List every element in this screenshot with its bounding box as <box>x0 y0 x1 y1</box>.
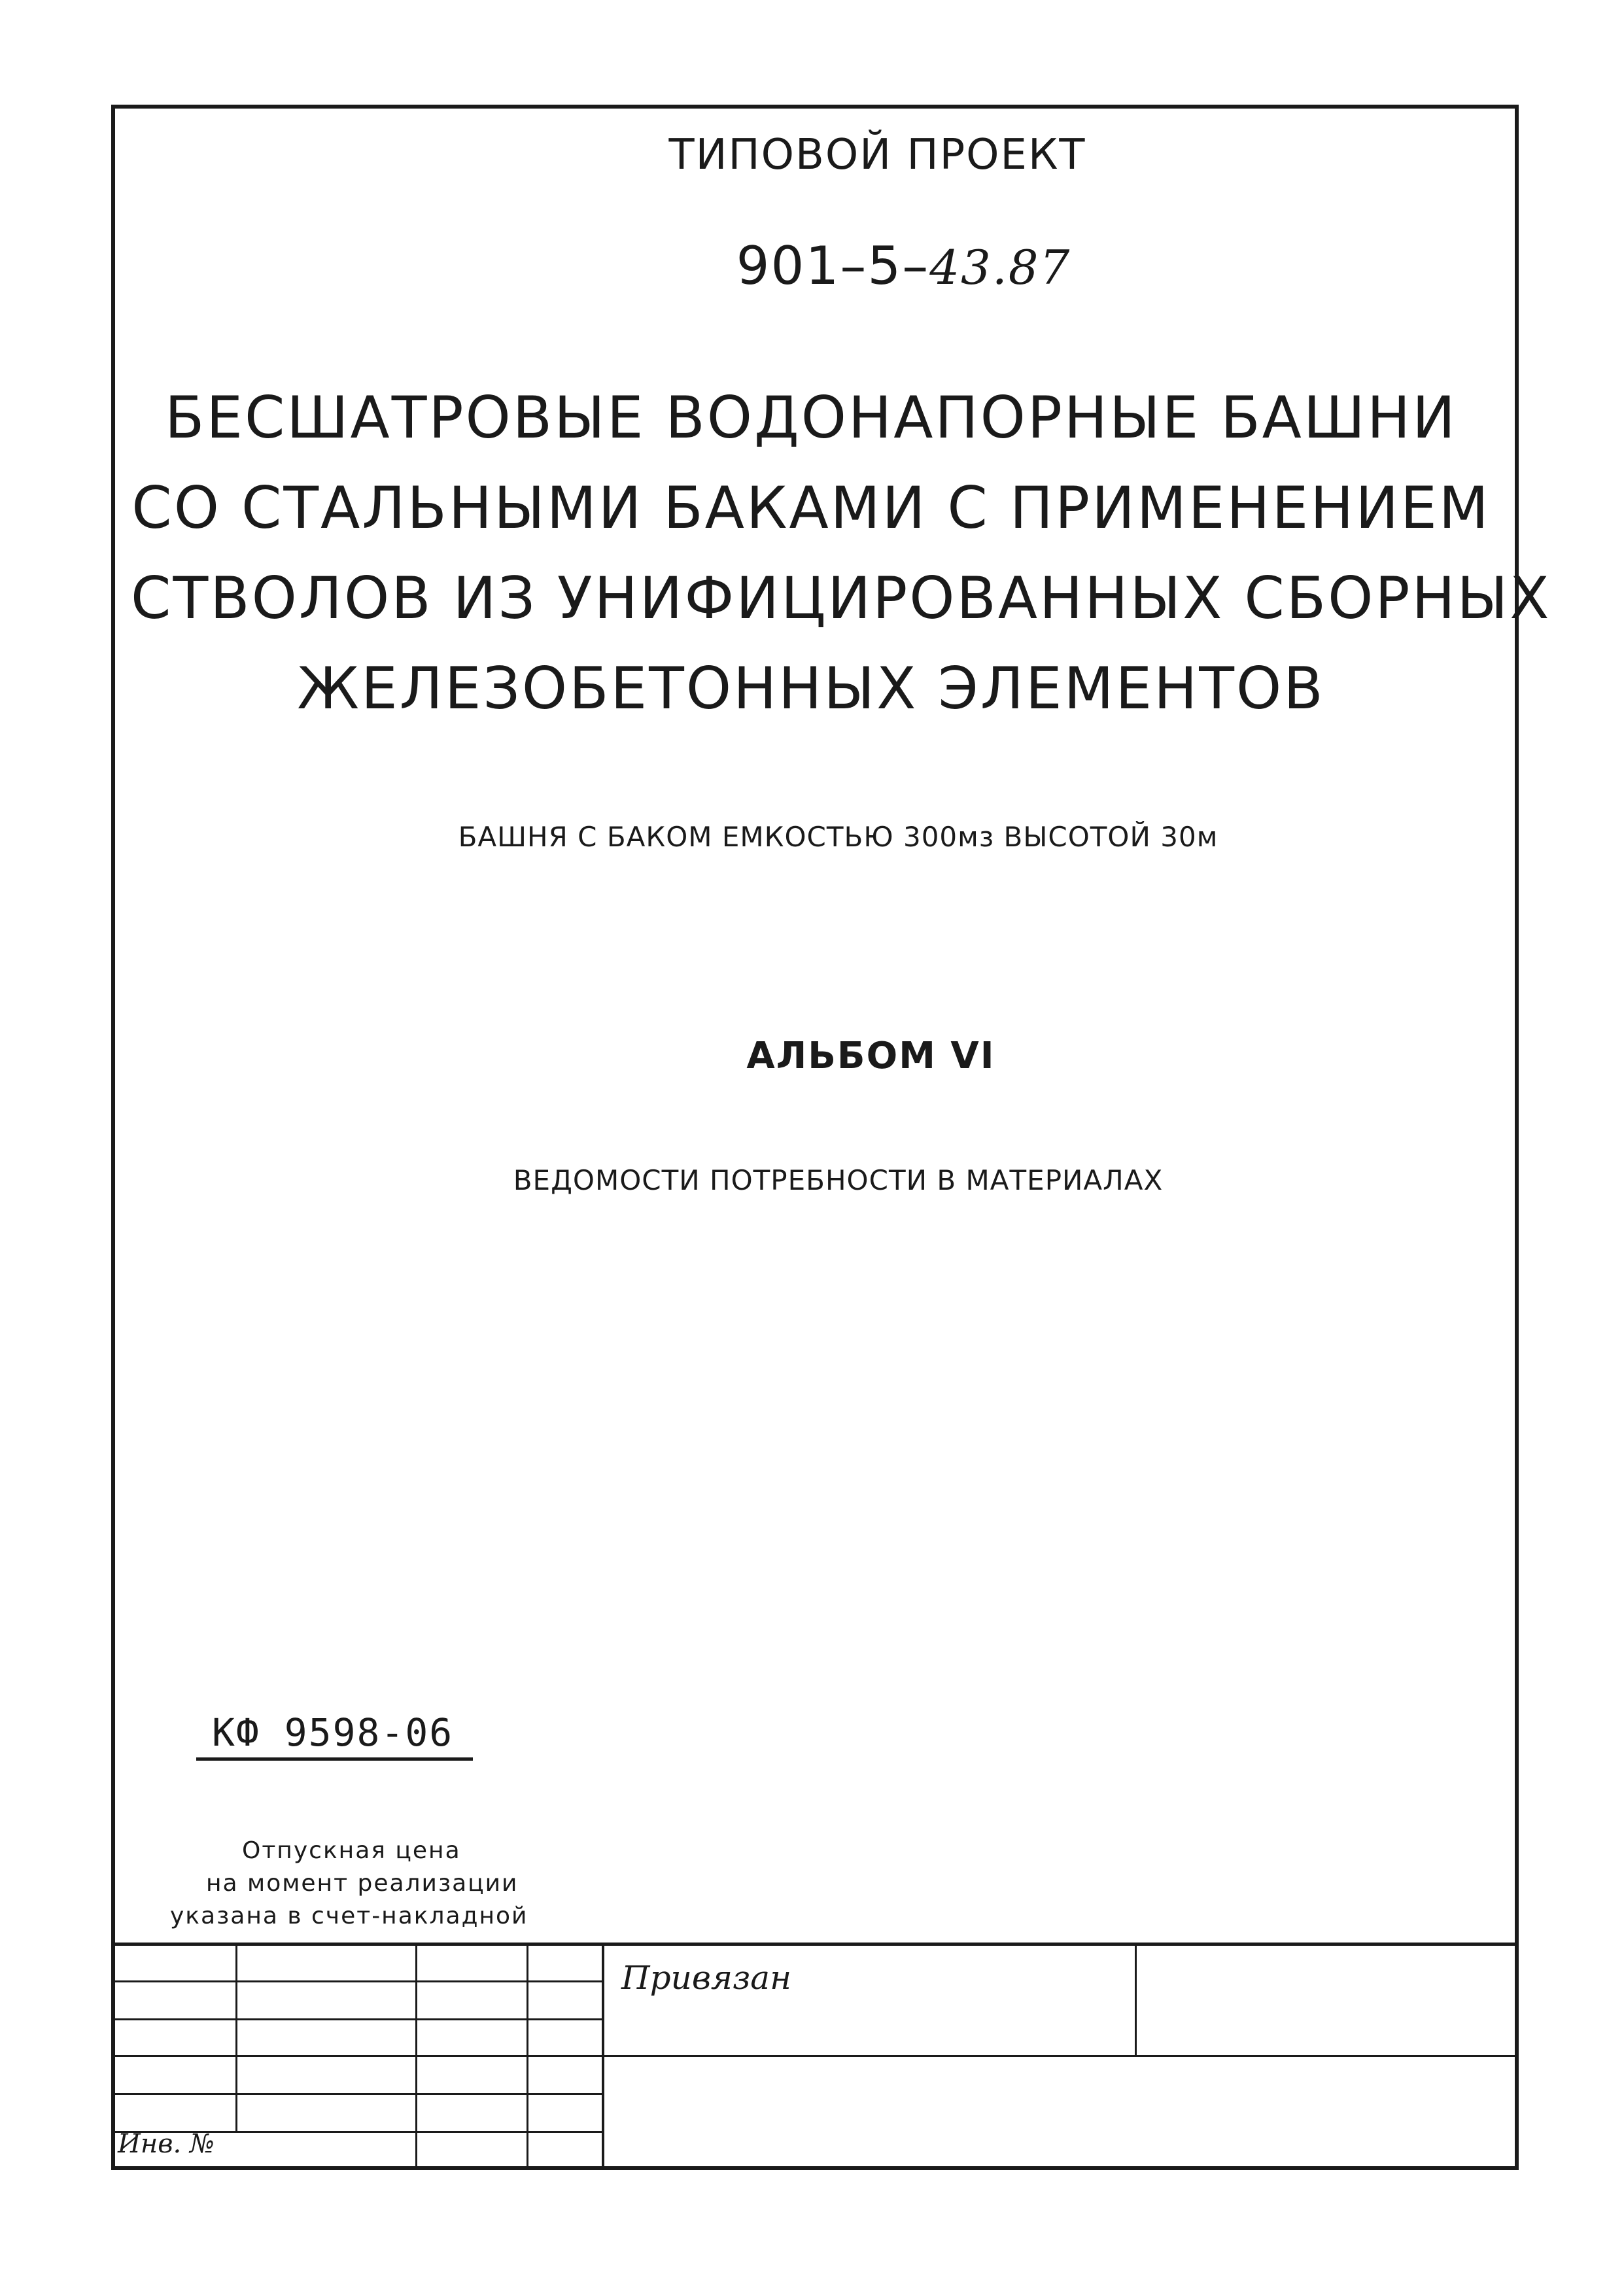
title-line: СО СТАЛЬНЫМИ БАКАМИ С ПРИМЕНЕНИЕМ <box>131 474 1491 542</box>
inventory-label: Инв. № <box>118 2129 215 2159</box>
title-line: БЕСШАТРОВЫЕ ВОДОНАПОРНЫЕ БАШНИ <box>165 384 1457 451</box>
project-number-handwritten: 43.87 <box>929 240 1071 295</box>
price-note-line: указана в счет-накладной <box>170 1903 528 1929</box>
title-line: СТВОЛОВ ИЗ УНИФИЦИРОВАННЫХ СБОРНЫХ <box>131 564 1551 632</box>
album-label: АЛЬБОМ VI <box>746 1035 995 1077</box>
price-note-line: Отпускная цена <box>242 1837 461 1864</box>
document-title <box>131 373 1551 734</box>
price-note <box>131 1835 719 1933</box>
stamp-rule <box>415 1943 417 2170</box>
series-label: ТИПОВОЙ ПРОЕКТ <box>668 131 1086 179</box>
stamp-grid <box>111 1943 1519 2170</box>
bound-label: Привязан <box>621 1959 792 1997</box>
stamp-rule <box>111 1943 1519 1946</box>
stamp-rule <box>602 2055 1519 2057</box>
document-subtitle: БАШНЯ С БАКОМ ЕМКОСТЬЮ 300мз ВЫСОТОЙ 30м <box>458 821 1218 853</box>
stamp-rule <box>602 1943 604 2170</box>
album-contents: ВЕДОМОСТИ ПОТРЕБНОСТИ В МАТЕРИАЛАХ <box>513 1164 1164 1196</box>
project-number <box>92 235 1624 296</box>
project-number-prefix: 901–5– <box>736 235 930 296</box>
price-note-line: на момент реализации <box>206 1870 519 1897</box>
stamp-rule <box>235 1943 237 2131</box>
stamp-rule <box>527 1943 528 2170</box>
stamp-rule <box>1135 1943 1137 2055</box>
title-line: ЖЕЛЕЗОБЕТОННЫХ ЭЛЕМЕНТОВ <box>297 655 1325 722</box>
catalog-code: КФ 9598-06 <box>196 1710 473 1761</box>
